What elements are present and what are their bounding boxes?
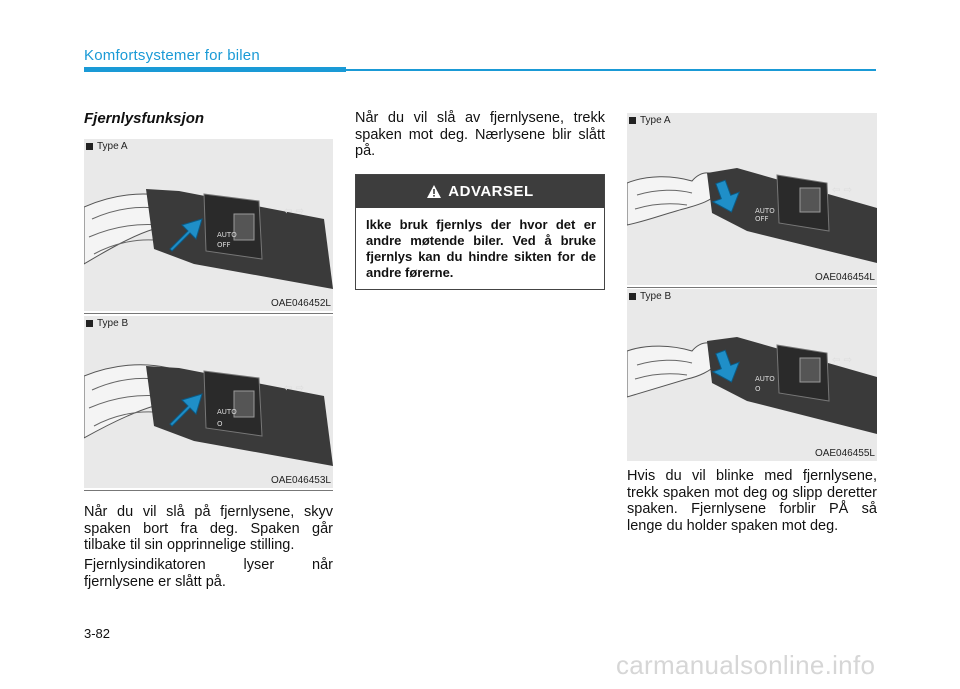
square-bullet-icon [86, 143, 93, 150]
warning-text: Ikke bruk fjernlys der hvor det er andre møtende biler. Ved å bruke fjernlys kan du hindre sikten for de andre førerne. [366, 217, 596, 280]
paragraph-high-beam-on: Når du vil slå på fjernlysene, skyv spaken bort fra deg. Spaken går tilbake til sin opprinnelige stilling. [84, 504, 333, 553]
stalk-illustration [84, 139, 333, 311]
figure-code: OAE046454L [814, 272, 875, 283]
figure-type-label: Type A [629, 115, 671, 126]
page-number: 3-82 [84, 626, 111, 641]
warning-triangle-icon [426, 184, 442, 199]
stalk-illustration [84, 316, 333, 488]
square-bullet-icon [629, 117, 636, 124]
paragraph-flash-high-beam: Hvis du vil blinke med fjernlysene, trekk spaken mot deg og slipp deretter spaken. Fjernlysene forblir PÅ så lenge du holder spaken mot deg. [627, 468, 877, 534]
figure-code: OAE046453L [270, 475, 331, 486]
warning-box [355, 174, 605, 290]
header-rule-thick [84, 67, 346, 72]
svg-text:⇦ ⇨: ⇦ ⇨ [284, 383, 304, 394]
switch-auto-label: AUTO [217, 231, 237, 239]
section-title: Fjernlysfunksjon [84, 110, 205, 127]
figure-type-b-pull [627, 289, 877, 461]
watermark: carmanualsonline.info [616, 650, 876, 680]
switch-auto-label: AUTO [755, 207, 775, 215]
switch-off-label: OFF [755, 215, 769, 223]
warning-title: ADVARSEL [448, 183, 534, 200]
figure-type-b-push [84, 316, 333, 488]
figure-code: OAE046452L [270, 298, 331, 309]
figure-code: OAE046455L [814, 448, 875, 459]
switch-o-label: O [755, 385, 761, 393]
square-bullet-icon [86, 320, 93, 327]
chapter-title: Komfortsystemer for bilen [84, 47, 260, 64]
figure-type-label: Type B [86, 318, 128, 329]
figure-divider [627, 287, 877, 288]
switch-auto-label: AUTO [217, 408, 237, 416]
stalk-illustration [627, 289, 877, 461]
svg-text:⇦ ⇨: ⇦ ⇨ [284, 206, 304, 217]
warning-header [356, 175, 604, 208]
figure-divider [84, 313, 333, 314]
figure-type-a-pull [627, 113, 877, 285]
stalk-illustration [627, 113, 877, 285]
figure-divider [84, 490, 333, 491]
switch-o-label: O [217, 420, 223, 428]
switch-auto-label: AUTO [755, 375, 775, 383]
header-rule-thin [346, 69, 876, 71]
square-bullet-icon [629, 293, 636, 300]
switch-off-label: OFF [217, 241, 231, 249]
figure-type-label: Type B [629, 291, 671, 302]
paragraph-high-beam-off: Når du vil slå av fjernlysene, trekk spaken mot deg. Nærlysene blir slått på. [355, 110, 605, 159]
paragraph-indicator: Fjernlysindikatoren lyser når fjernlysene er slått på. [84, 557, 333, 590]
svg-text:⇦ ⇨: ⇦ ⇨ [832, 355, 852, 366]
figure-type-a-push [84, 139, 333, 311]
svg-text:⇦ ⇨: ⇦ ⇨ [832, 185, 852, 196]
figure-type-label: Type A [86, 141, 128, 152]
